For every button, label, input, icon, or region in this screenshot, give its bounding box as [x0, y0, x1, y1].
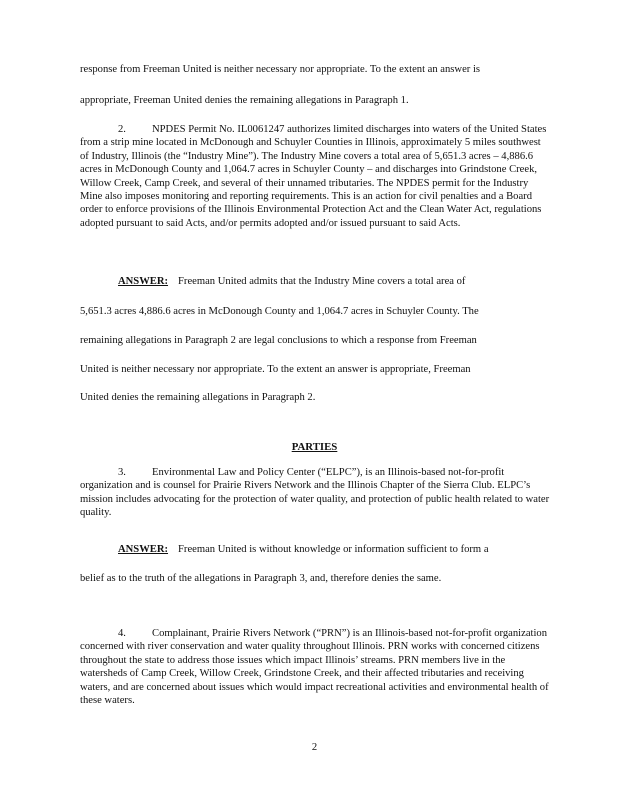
answer-2-line-5: United denies the remaining allegations in Paragraph 2.: [80, 392, 316, 403]
answer-1-continuation-line-2: appropriate, Freeman United denies the remaining allegations in Paragraph 1.: [80, 95, 409, 106]
paragraph-3-number: 3.: [118, 467, 126, 478]
answer-3-line-1: [118, 544, 489, 555]
answer-2-line-2: 5,651.3 acres 4,886.6 acres in McDonough County and 1,064.7 acres in Schuyler County. The: [80, 306, 479, 317]
section-heading-parties: PARTIES: [291, 441, 338, 453]
answer-2-line-4: United is neither necessary nor appropriate. To the extent an answer is appropriate, Freeman: [80, 364, 471, 375]
answer-2-label: ANSWER:: [118, 276, 169, 287]
paragraph-2-text: NPDES Permit No. IL0061247 authorizes limited discharges into waters of the United States from a strip mine located in McDonough and Schuyler Counties in Illinois, approximately 5 miles southwest of Industry, Illinois (the “Industry Mine”). The Industry Mine covers a total area of 5,651.3 acres – 4,886.6 acres in McDonough County and 1,064.7 acres in Schuyler County – and discharges into Grindstone Creek, Willow Creek, Camp Creek, and several of their unnamed tributaries. The NPDES permit for the Industry Mine also imposes monitoring and reporting requirements. This is an action for civil penalties and a Board order to enforce provisions of the Illinois Environmental Protection Act and the Clean Water Act, regulations adopted pursuant to said Acts, and/or permits adopted and/or issued pursuant to said Acts.: [80, 124, 547, 229]
answer-2-line-1: [118, 276, 465, 287]
paragraph-2-number: 2.: [118, 124, 126, 135]
answer-3-label: ANSWER:: [118, 544, 169, 555]
paragraph-2: [80, 123, 550, 230]
paragraph-3: [80, 466, 550, 520]
page-number: 2: [311, 742, 318, 753]
paragraph-4-number: 4.: [118, 628, 126, 639]
answer-2-line-1-text: Freeman United admits that the Industry Mine covers a total area of: [178, 276, 466, 287]
answer-2-line-3: remaining allegations in Paragraph 2 are legal conclusions to which a response from Freeman: [80, 335, 477, 346]
paragraph-3-text: Environmental Law and Policy Center (“ELPC”), is an Illinois-based not-for-profit organization and is counsel for Prairie Rivers Network and the Illinois Chapter of the Sierra Club. ELPC’s mission includes advocating for the protection of water quality, and protection of public health related to water quality.: [80, 467, 550, 519]
paragraph-4: [80, 627, 550, 707]
answer-3-line-2: belief as to the truth of the allegations in Paragraph 3, and, therefore denies the same.: [80, 573, 442, 584]
paragraph-4-text: Complainant, Prairie Rivers Network (“PRN”) is an Illinois-based not-for-profit organization concerned with river conservation and water quality throughout Illinois. PRN works with concerned citizens throughout the state to address those issues which impact Illinois’ streams. PRN members live in the watersheds of Camp Creek, Willow Creek, Grindstone Creek, and their affected tributaries and receiving waters, and are concerned about issues which would impact recreational activities and environmental health of these waters.: [80, 628, 549, 707]
answer-3-line-1-text: Freeman United is without knowledge or information sufficient to form a: [178, 544, 489, 555]
answer-1-continuation-line-1: response from Freeman United is neither necessary nor appropriate. To the extent an answer is: [80, 64, 481, 75]
